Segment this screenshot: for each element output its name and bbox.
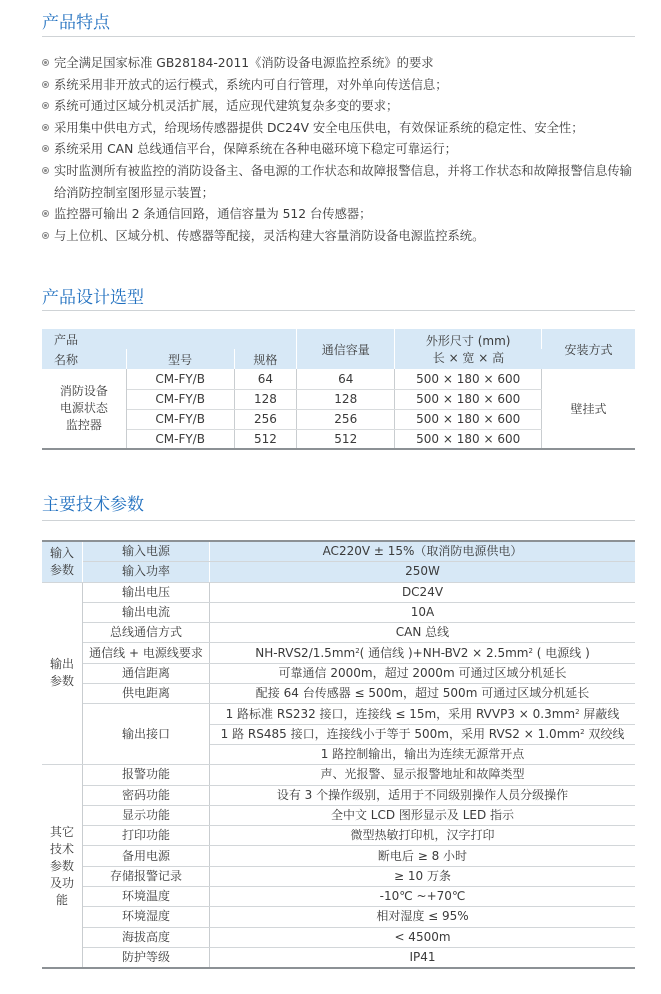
spec-cell: 64 — [234, 369, 297, 389]
param-name: 海拔高度 — [83, 927, 210, 947]
value-part: 双绞线 — [584, 726, 625, 741]
superscript: 2 — [575, 707, 580, 716]
param-value: -10℃ ~+70℃ — [210, 887, 636, 907]
param-value: 1 路控制输出，输出为连续无源常开点 — [210, 744, 636, 764]
param-value: 配接 64 台传感器 ≤ 500m，超过 500m 可通过区域分机延长 — [210, 684, 636, 704]
param-name: 密码功能 — [83, 785, 210, 805]
category-line: 参数 — [49, 674, 74, 689]
model-cell: CM-FY/B — [126, 429, 234, 449]
param-name: 打印功能 — [83, 826, 210, 846]
param-name: 输出电流 — [83, 602, 210, 622]
header-name: 名称 — [42, 349, 126, 369]
param-name: 供电距离 — [83, 684, 210, 704]
param-value: 全中文 LCD 图形显示及 LED 指示 — [210, 805, 636, 825]
feature-item: 完全满足国家标准 GB28184-2011《消防设备电源监控系统》的要求 — [42, 53, 637, 75]
model-cell: CM-FY/B — [126, 409, 234, 429]
tech-title-rule — [42, 520, 635, 521]
param-name: 环境温度 — [83, 887, 210, 907]
value-part: ( 电源线 ) — [532, 645, 590, 660]
selection-title: 产品设计选型 — [42, 288, 144, 308]
capacity-cell: 128 — [297, 389, 395, 409]
tech-title: 主要技术参数 — [42, 495, 144, 515]
header-dims: 外形尺寸 (mm) — [395, 329, 542, 349]
product-name-line: 监控器 — [65, 418, 102, 432]
param-name: 显示功能 — [83, 805, 210, 825]
param-name: 输出电压 — [83, 582, 210, 602]
product-name-cell — [42, 369, 126, 449]
mount-cell: 壁挂式 — [542, 369, 635, 449]
model-cell: CM-FY/B — [126, 389, 234, 409]
category-line: 及功 — [49, 875, 74, 890]
param-name: 报警功能 — [83, 765, 210, 785]
features-list — [42, 53, 637, 247]
param-value: CAN 总线 — [210, 623, 636, 643]
category-line: 输入 — [49, 545, 74, 560]
dims-cell: 500 × 180 × 600 — [395, 409, 542, 429]
capacity-cell: 64 — [297, 369, 395, 389]
model-cell: CM-FY/B — [126, 369, 234, 389]
param-name: 备用电源 — [83, 846, 210, 866]
superscript: 2 — [580, 727, 585, 736]
value-part: 1 路 RS485 接口，连接线小于等于 500m，采用 RVS2 × 1.0mm — [220, 726, 581, 741]
feature-item: 实时监测所有被监控的消防设备主、备电源的工作状态和故障报警信息，并将工作状态和故障报警信息传输给消防控制室图形显示装置； — [42, 161, 637, 204]
param-value: 设有 3 个操作级别，适用于不同级别操作人员分级操作 — [210, 785, 636, 805]
param-value — [210, 704, 636, 724]
param-value: DC24V — [210, 582, 636, 602]
category-line: 参数 — [49, 562, 74, 577]
category-line: 输出 — [49, 657, 74, 672]
feature-item: 系统采用 CAN 总线通信平台，保障系统在各种电磁环境下稳定可靠运行； — [42, 139, 637, 161]
param-value: < 4500m — [210, 927, 636, 947]
capacity-cell: 512 — [297, 429, 395, 449]
param-value: 相对湿度 ≤ 95% — [210, 907, 636, 927]
param-name: 输入电源 — [83, 541, 210, 562]
tech-table — [42, 540, 635, 969]
param-name: 输出接口 — [83, 704, 210, 765]
feature-item: 监控器可输出 2 条通信回路，通信容量为 512 台传感器； — [42, 204, 637, 226]
param-value: 可靠通信 2000m，超过 2000m 可通过区域分机延长 — [210, 663, 636, 683]
category-other — [42, 765, 83, 968]
param-value: 10A — [210, 602, 636, 622]
feature-item: 与上位机、区域分机、传感器等配接，灵活构建大容量消防设备电源监控系统。 — [42, 226, 637, 248]
param-value: 断电后 ≥ 8 小时 — [210, 846, 636, 866]
category-line: 能 — [55, 892, 68, 907]
header-mount: 安装方式 — [542, 329, 635, 369]
param-value: ≥ 10 万条 — [210, 866, 636, 886]
spec-cell: 256 — [234, 409, 297, 429]
param-value: IP41 — [210, 947, 636, 968]
category-line: 参数 — [49, 858, 74, 873]
features-title: 产品特点 — [42, 13, 110, 33]
param-value — [210, 643, 636, 663]
param-name: 环境湿度 — [83, 907, 210, 927]
selection-title-rule — [42, 310, 635, 311]
value-part: 1 路标准 RS232 接口，连接线 ≤ 15m，采用 RVVP3 × 0.3mm — [225, 706, 576, 721]
category-input — [42, 541, 83, 582]
param-value: AC220V ± 15%（取消防电源供电） — [210, 541, 636, 562]
value-part: ( 通信线 )+NH-BV2 × 2.5mm — [359, 645, 529, 660]
value-part: NH-RVS2/1.5mm — [255, 645, 356, 660]
value-part: 屏蔽线 — [579, 706, 620, 721]
product-name-line: 消防设备 — [59, 384, 108, 398]
feature-item: 系统可通过区域分机灵活扩展，适应现代建筑复杂多变的要求； — [42, 96, 637, 118]
features-title-rule — [42, 36, 635, 37]
param-name: 输入功率 — [83, 562, 210, 582]
param-name: 通信距离 — [83, 663, 210, 683]
dims-cell: 500 × 180 × 600 — [395, 429, 542, 449]
param-name: 防护等级 — [83, 947, 210, 968]
param-value: 声、光报警、显示报警地址和故障类型 — [210, 765, 636, 785]
superscript: 2 — [528, 646, 533, 655]
capacity-cell: 256 — [297, 409, 395, 429]
header-dims-sub: 长 × 宽 × 高 — [395, 349, 542, 369]
selection-table — [42, 329, 635, 450]
dims-cell: 500 × 180 × 600 — [395, 369, 542, 389]
param-name: 总线通信方式 — [83, 623, 210, 643]
param-value: 微型热敏打印机，汉字打印 — [210, 826, 636, 846]
product-name-line: 电源状态 — [59, 401, 108, 415]
header-product: 产品 — [42, 329, 297, 349]
category-line: 技术 — [49, 841, 74, 856]
header-spec: 规格 — [234, 349, 297, 369]
dims-cell: 500 × 180 × 600 — [395, 389, 542, 409]
header-capacity: 通信容量 — [297, 329, 395, 369]
param-name: 存储报警记录 — [83, 866, 210, 886]
param-value — [210, 724, 636, 744]
category-line: 其它 — [49, 824, 74, 839]
category-output — [42, 582, 83, 765]
header-model: 型号 — [126, 349, 234, 369]
spec-cell: 128 — [234, 389, 297, 409]
superscript: 2 — [355, 646, 360, 655]
feature-item: 采用集中供电方式，给现场传感器提供 DC24V 安全电压供电，有效保证系统的稳定性、安全性； — [42, 118, 637, 140]
param-name: 通信线 + 电源线要求 — [83, 643, 210, 663]
feature-item: 系统采用非开放式的运行模式，系统内可自行管理，对外单向传送信息； — [42, 75, 637, 97]
spec-cell: 512 — [234, 429, 297, 449]
param-value: 250W — [210, 562, 636, 582]
